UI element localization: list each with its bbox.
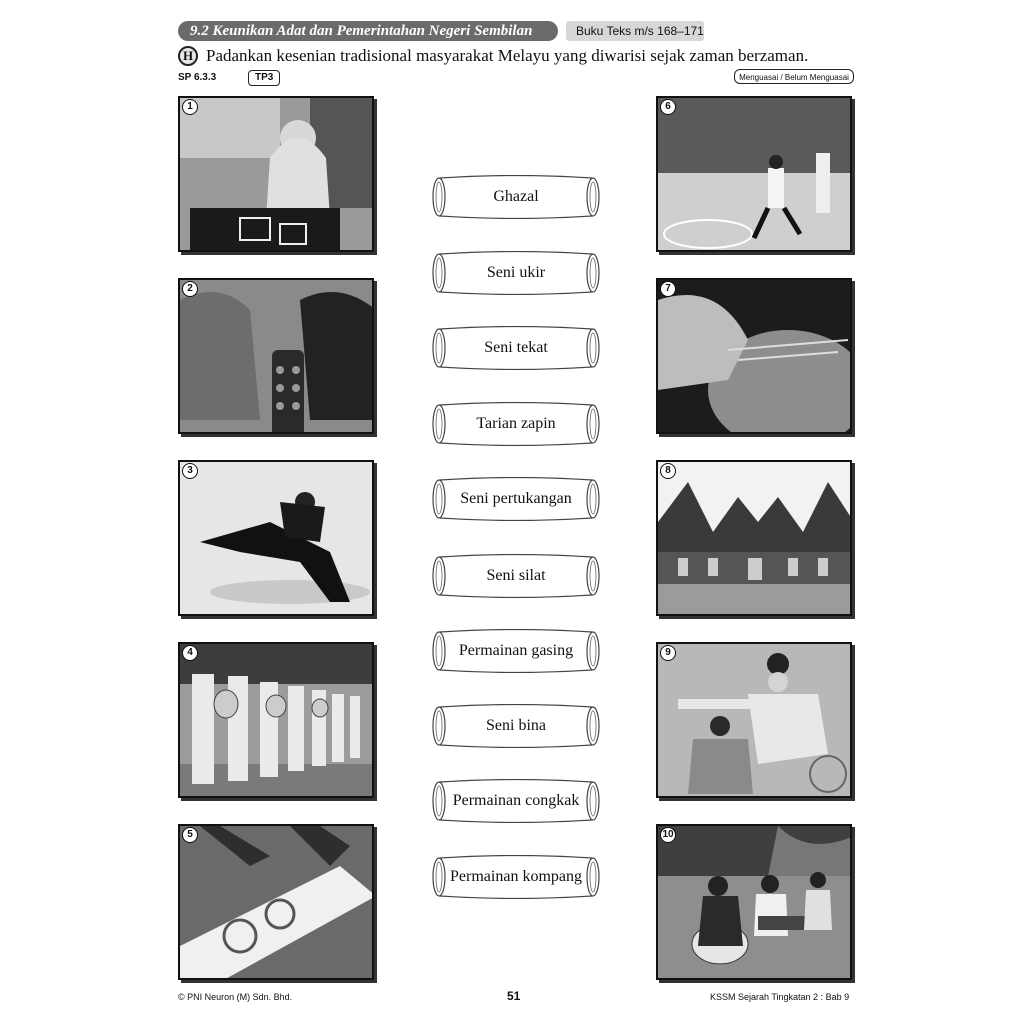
photo-woodwork xyxy=(656,278,852,434)
section-title-bar: 9.2 Keunikan Adat dan Pemerintahan Negeri Sembilan xyxy=(178,21,558,41)
footer-book-title: KSSM Sejarah Tingkatan 2 : Bab 9 xyxy=(710,992,850,1002)
option-scroll[interactable] xyxy=(432,326,600,370)
gasing-image xyxy=(658,98,852,252)
option-scroll[interactable] xyxy=(432,402,600,446)
ghazal-image xyxy=(658,826,852,980)
option-label: Ghazal xyxy=(493,188,539,205)
photo-kompang xyxy=(178,642,374,798)
activity-badge: H xyxy=(178,46,198,66)
page-number: 51 xyxy=(507,989,521,1003)
photo-congkak xyxy=(178,278,374,434)
textbook-reference: Buku Teks m/s 168–171 xyxy=(566,21,704,41)
footer-publisher: © PNI Neuron (M) Sdn. Bhd. xyxy=(178,992,293,1002)
option-scroll[interactable] xyxy=(432,629,600,673)
photo-number: 9 xyxy=(660,645,676,661)
tp-level-tag: TP3 xyxy=(248,70,280,86)
option-label: Seni bina xyxy=(486,717,546,734)
option-label: Permainan kompang xyxy=(450,868,582,885)
kompang-image xyxy=(180,644,374,798)
architecture-image xyxy=(658,462,852,616)
photo-ghazal xyxy=(656,824,852,980)
option-scroll[interactable] xyxy=(432,779,600,823)
option-scroll[interactable] xyxy=(432,175,600,219)
option-scroll[interactable] xyxy=(432,855,600,899)
option-scroll[interactable] xyxy=(432,704,600,748)
mastery-checkbox-label[interactable]: Menguasai / Belum Menguasai xyxy=(734,69,854,84)
zapin-image xyxy=(658,644,852,798)
photo-gasing xyxy=(656,96,852,252)
option-label: Seni silat xyxy=(486,567,546,584)
option-label: Tarian zapin xyxy=(476,415,556,432)
option-scroll[interactable] xyxy=(432,477,600,521)
congkak-image xyxy=(180,280,374,434)
embroidery-image xyxy=(180,98,374,252)
photo-zapin-dance xyxy=(656,642,852,798)
option-label: Seni pertukangan xyxy=(460,490,572,507)
photo-architecture xyxy=(656,460,852,616)
photo-number: 2 xyxy=(182,281,198,297)
photo-number: 5 xyxy=(182,827,198,843)
sp-code: SP 6.3.3 xyxy=(178,72,217,83)
carving-image xyxy=(180,826,374,980)
option-scroll[interactable] xyxy=(432,554,600,598)
photo-number: 10 xyxy=(660,827,676,843)
option-label: Seni tekat xyxy=(484,339,548,356)
photo-carving xyxy=(178,824,374,980)
option-label: Permainan gasing xyxy=(458,642,574,659)
photo-number: 7 xyxy=(660,281,676,297)
activity-instruction: Padankan kesenian tradisional masyarakat Melayu yang diwarisi sejak zaman berzaman. xyxy=(206,46,809,65)
photo-number: 1 xyxy=(182,99,198,115)
photo-silat xyxy=(178,460,374,616)
photo-number: 4 xyxy=(182,645,198,661)
silat-image xyxy=(180,462,374,616)
woodwork-image xyxy=(658,280,852,434)
option-label: Seni ukir xyxy=(486,264,546,281)
photo-number: 6 xyxy=(660,99,676,115)
option-label: Permainan congkak xyxy=(452,792,580,809)
photo-embroidery xyxy=(178,96,374,252)
photo-number: 3 xyxy=(182,463,198,479)
option-scroll[interactable] xyxy=(432,251,600,295)
photo-number: 8 xyxy=(660,463,676,479)
